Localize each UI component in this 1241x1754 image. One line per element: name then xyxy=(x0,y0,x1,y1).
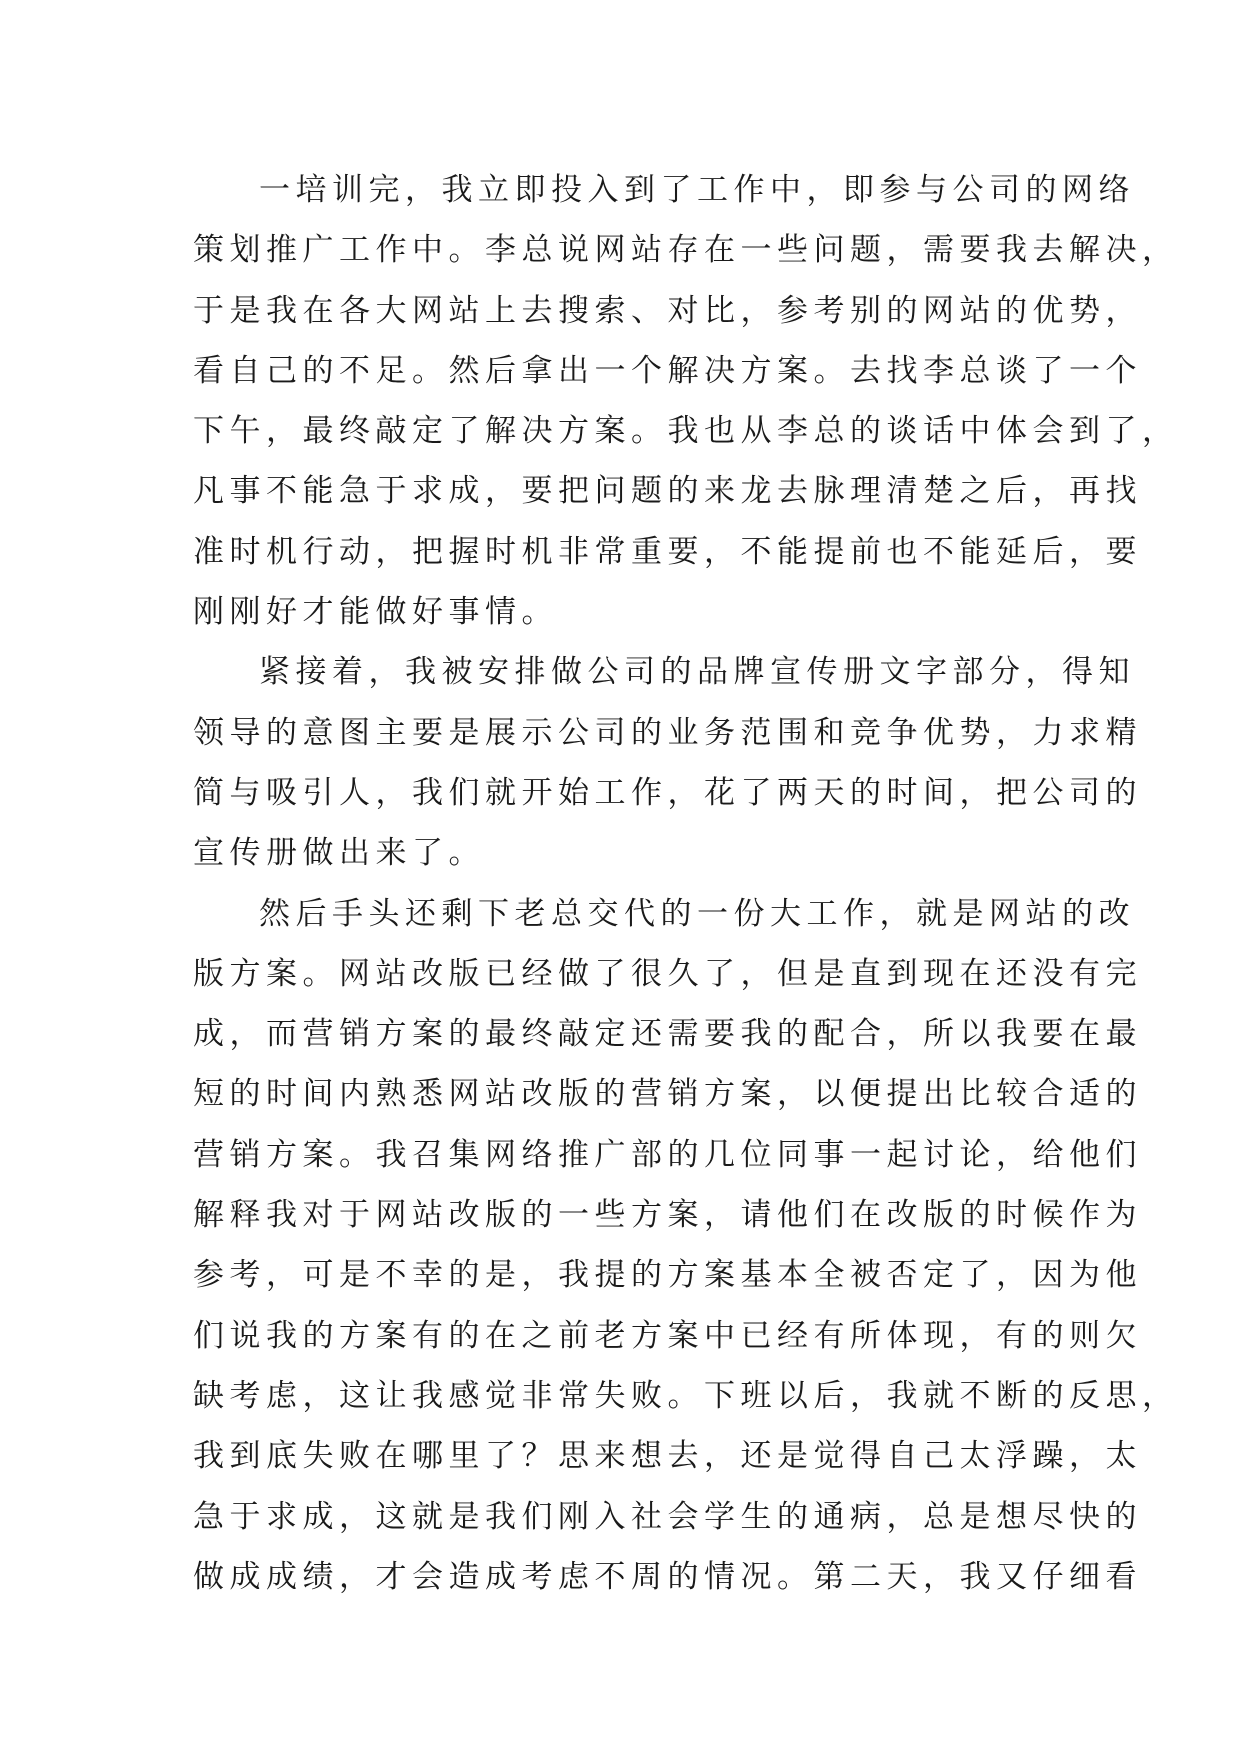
paragraph-3 xyxy=(193,884,1179,1608)
text-line: 宣传册做出来了。 xyxy=(193,835,485,872)
text-line: 做成成绩，才会造成考虑不周的情况。第二天，我又仔细看 xyxy=(193,1558,1142,1595)
text-line: 营销方案。我召集网络推广部的几位同事一起讨论，给他们 xyxy=(193,1136,1142,1173)
text-line: 然后手头还剩下老总交代的一份大工作，就是网站的改 xyxy=(259,895,1135,932)
text-line: 参考，可是不幸的是，我提的方案基本全被否定了，因为他 xyxy=(193,1257,1142,1294)
text-line: 凡事不能急于求成，要把问题的来龙去脉理清楚之后，再找 xyxy=(193,473,1142,510)
text-line: 简与吸引人，我们就开始工作，花了两天的时间，把公司的 xyxy=(193,774,1142,811)
text-line: 短的时间内熟悉网站改版的营销方案，以便提出比较合适的 xyxy=(193,1076,1142,1113)
text-line: 领导的意图主要是展示公司的业务范围和竞争优势，力求精 xyxy=(193,714,1142,751)
text-line: 一培训完，我立即投入到了工作中，即参与公司的网络 xyxy=(259,172,1135,208)
text-line: 急于求成，这就是我们刚入社会学生的通病，总是想尽快的 xyxy=(193,1498,1142,1535)
text-line: 版方案。网站改版已经做了很久了，但是直到现在还没有完 xyxy=(193,955,1142,992)
text-line: 看自己的不足。然后拿出一个解决方案。去找李总谈了一个 xyxy=(193,352,1142,389)
text-line: 刚刚好才能做好事情。 xyxy=(193,594,558,631)
text-line: 于是我在各大网站上去搜索、对比，参考别的网站的优势， xyxy=(193,292,1142,329)
text-line: 缺考虑，这让我感觉非常失败。下班以后，我就不断的反思， xyxy=(193,1377,1179,1414)
text-line: 我到底失败在哪里了？思来想去，还是觉得自己太浮躁，太 xyxy=(193,1438,1142,1475)
paragraph-2 xyxy=(193,642,1142,883)
text-line: 紧接着，我被安排做公司的品牌宣传册文字部分，得知 xyxy=(259,654,1135,691)
text-line: 下午，最终敲定了解决方案。我也从李总的谈话中体会到了， xyxy=(193,413,1179,450)
text-line: 解释我对于网站改版的一些方案，请他们在改版的时候作为 xyxy=(193,1197,1142,1234)
document-body xyxy=(193,160,1179,1607)
paragraph-1 xyxy=(193,160,1179,642)
text-line: 成，而营销方案的最终敲定还需要我的配合，所以我要在最 xyxy=(193,1016,1142,1053)
text-line: 们说我的方案有的在之前老方案中已经有所体现，有的则欠 xyxy=(193,1317,1142,1354)
text-line: 准时机行动，把握时机非常重要，不能提前也不能延后，要 xyxy=(193,533,1142,570)
text-line: 策划推广工作中。李总说网站存在一些问题，需要我去解决， xyxy=(193,232,1179,269)
